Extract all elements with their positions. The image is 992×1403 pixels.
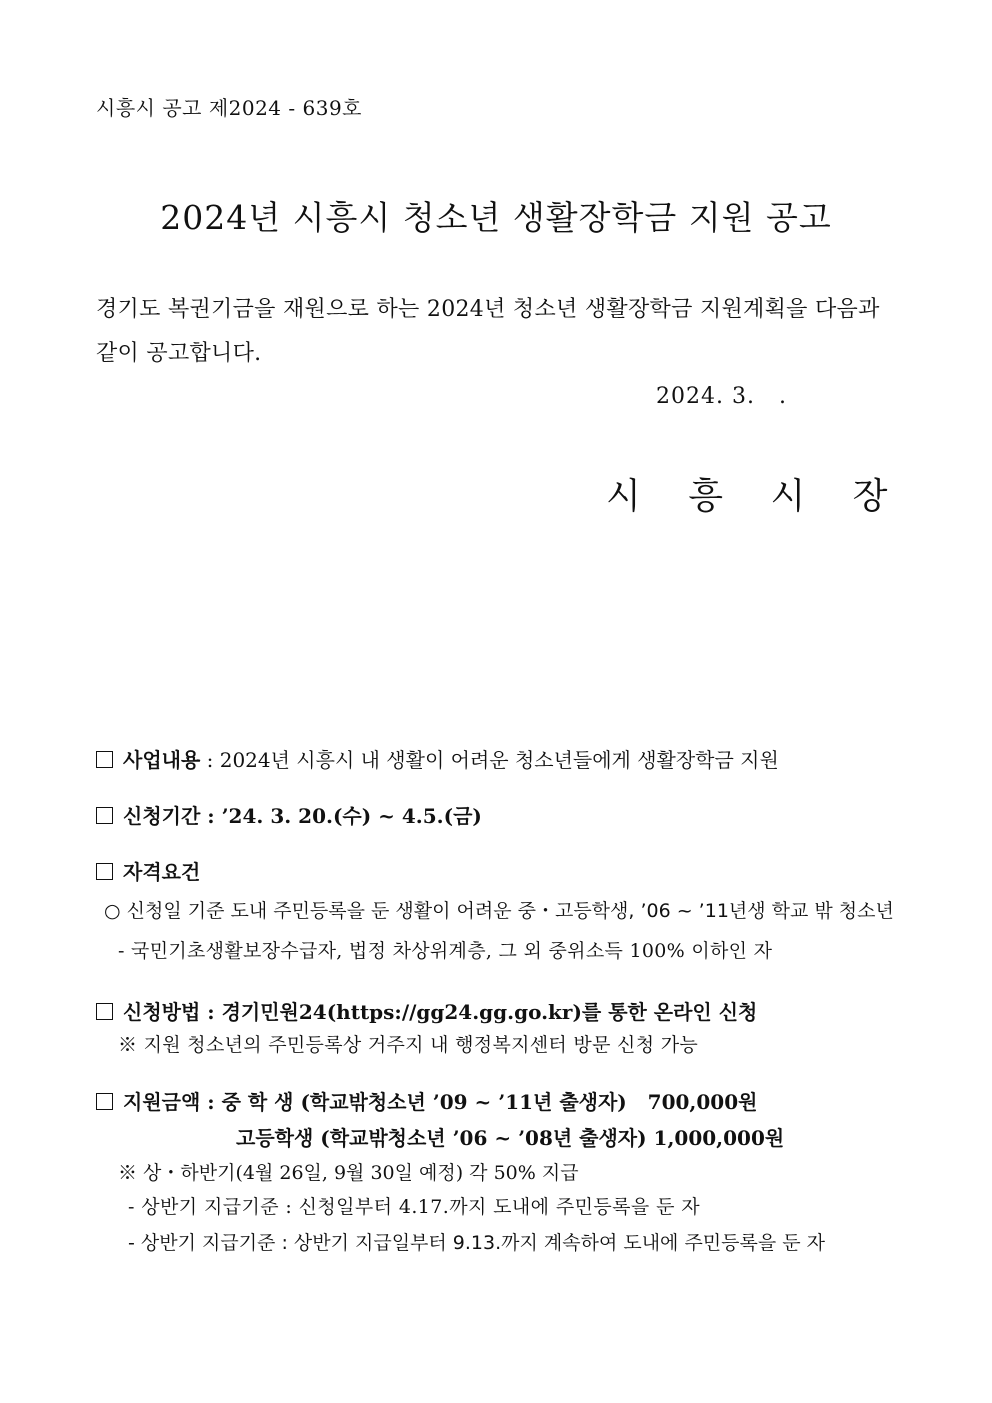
notice-date: 2024. 3. . bbox=[656, 384, 787, 409]
checkbox-square-icon bbox=[96, 863, 113, 880]
section-period bbox=[96, 800, 482, 829]
section-label: 지원금액 bbox=[123, 1090, 201, 1114]
amount-middle-school: 중 학 생 (학교밖청소년 ’09 ~ ’11년 출생자) 700,000원 bbox=[221, 1090, 758, 1114]
section-separator: : bbox=[200, 804, 222, 828]
notice-number: 시흥시 공고 제2024 - 639호 bbox=[96, 96, 362, 120]
section-business bbox=[96, 744, 779, 773]
section-label: 신청방법 bbox=[123, 1000, 201, 1024]
intro-paragraph: 경기도 복권기금을 재원으로 하는 2024년 청소년 생활장학금 지원계획을 다음과 같이 공고합니다. bbox=[96, 297, 880, 366]
section-separator: : bbox=[200, 1090, 222, 1114]
checkbox-square-icon bbox=[96, 807, 113, 824]
document-title: 2024년 시흥시 청소년 생활장학금 지원 공고 bbox=[160, 198, 832, 237]
section-text: ’24. 3. 20.(수) ~ 4.5.(금) bbox=[221, 804, 482, 828]
section-text: 경기민원24(https://gg24.gg.go.kr)를 통한 온라인 신청 bbox=[221, 1000, 758, 1024]
amount-criteria-first: - 상반기 지급기준 : 신청일부터 4.17.까지 도내에 주민등록을 둔 자 bbox=[128, 1196, 701, 1218]
section-label: 자격요건 bbox=[123, 860, 201, 884]
eligibility-subitem: - 국민기초생활보장수급자, 법정 차상위계층, 그 외 중위소득 100% 이하인 자 bbox=[118, 940, 773, 962]
method-note: ※ 지원 청소년의 주민등록상 거주지 내 행정복지센터 방문 신청 가능 bbox=[118, 1034, 699, 1056]
section-method bbox=[96, 996, 757, 1025]
amount-note: ※ 상・하반기(4월 26일, 9월 30일 예정) 각 50% 지급 bbox=[118, 1162, 579, 1184]
checkbox-square-icon bbox=[96, 751, 113, 768]
amount-high-school: 고등학생 (학교밖청소년 ’06 ~ ’08년 출생자) 1,000,000원 bbox=[236, 1126, 785, 1150]
section-amount bbox=[96, 1086, 757, 1115]
section-eligibility bbox=[96, 856, 200, 885]
section-text: 2024년 시흥시 내 생활이 어려운 청소년들에게 생활장학금 지원 bbox=[219, 748, 779, 772]
checkbox-square-icon bbox=[96, 1093, 113, 1110]
section-label: 사업내용 bbox=[123, 748, 201, 772]
checkbox-square-icon bbox=[96, 1003, 113, 1020]
section-separator: : bbox=[200, 1000, 222, 1024]
section-label: 신청기간 bbox=[123, 804, 201, 828]
section-separator: : bbox=[200, 748, 220, 772]
eligibility-item: ○ 신청일 기준 도내 주민등록을 둔 생활이 어려운 중・고등학생, ’06 ~ ’11년생 학교 밖 청소년 bbox=[104, 900, 894, 922]
amount-criteria-second: - 상반기 지급기준 : 상반기 지급일부터 9.13.까지 계속하여 도내에 주민등록을 둔 자 bbox=[128, 1232, 826, 1254]
issuer-signature: 시 흥 시 장 bbox=[606, 476, 906, 517]
